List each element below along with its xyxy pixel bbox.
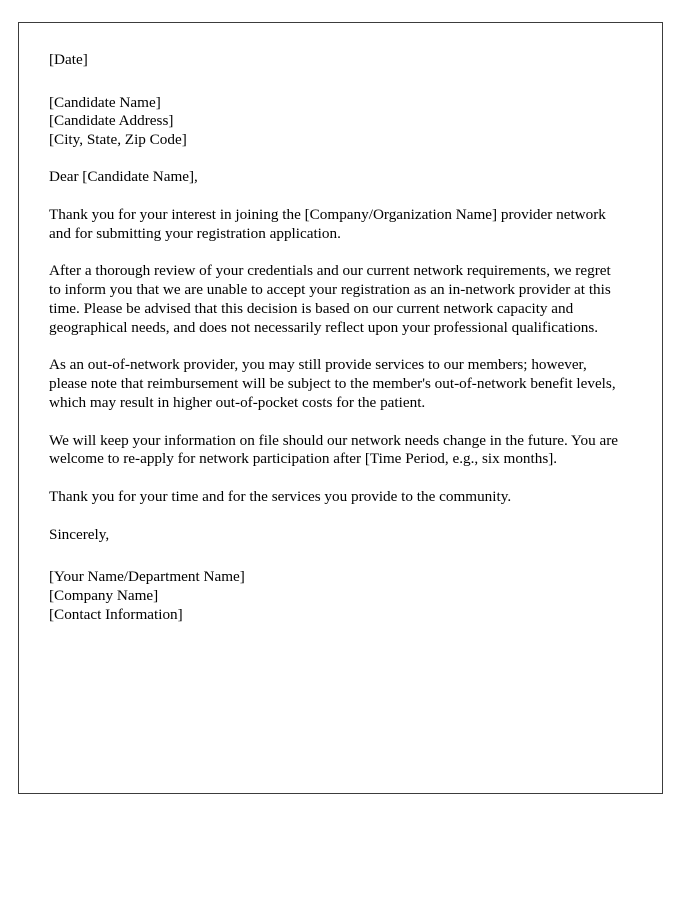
body-paragraph-1: Thank you for your interest in joining the [Company/Organization Name] provider network and for submitting your registration application. xyxy=(49,205,606,242)
body-paragraph-3: As an out-of-network provider, you may still provide services to our members; however, please note that reimbursement will be subject to the member's out-of-network benefit levels, which may result in higher out-of-pocket costs for the patient. xyxy=(49,356,616,411)
closing: Sincerely, xyxy=(49,525,110,543)
letter-sheet xyxy=(18,22,663,794)
date-line: [Date] xyxy=(49,51,88,68)
recipient-line: [Candidate Address] xyxy=(49,112,174,130)
recipient-line: [City, State, Zip Code] xyxy=(49,130,187,148)
body-paragraph-4: We will keep your information on file should our network needs change in the future. You are welcome to re-apply for network participation after [Time Period, e.g., six months]. xyxy=(49,431,619,468)
signature-line: [Company Name] xyxy=(49,587,159,605)
body-paragraph-2: After a thorough review of your credentials and our current network requirements, we regret to inform you that we are unable to accept your registration as an in-network provider at this time. Please be advised that this decision is based on our current network capacity and geographical needs, and does not necessarily reflect upon your professional qualifications. xyxy=(49,262,611,336)
signature-block xyxy=(49,568,632,624)
signature-line: [Your Name/Department Name] xyxy=(49,568,245,586)
salutation: Dear [Candidate Name], xyxy=(49,168,198,186)
signature-line: [Contact Information] xyxy=(49,605,183,623)
letter-body xyxy=(19,23,662,624)
recipient-line: [Candidate Name] xyxy=(49,93,161,111)
recipient-address-block xyxy=(49,94,632,150)
body-paragraph-5: Thank you for your time and for the services you provide to the community. xyxy=(49,488,512,506)
